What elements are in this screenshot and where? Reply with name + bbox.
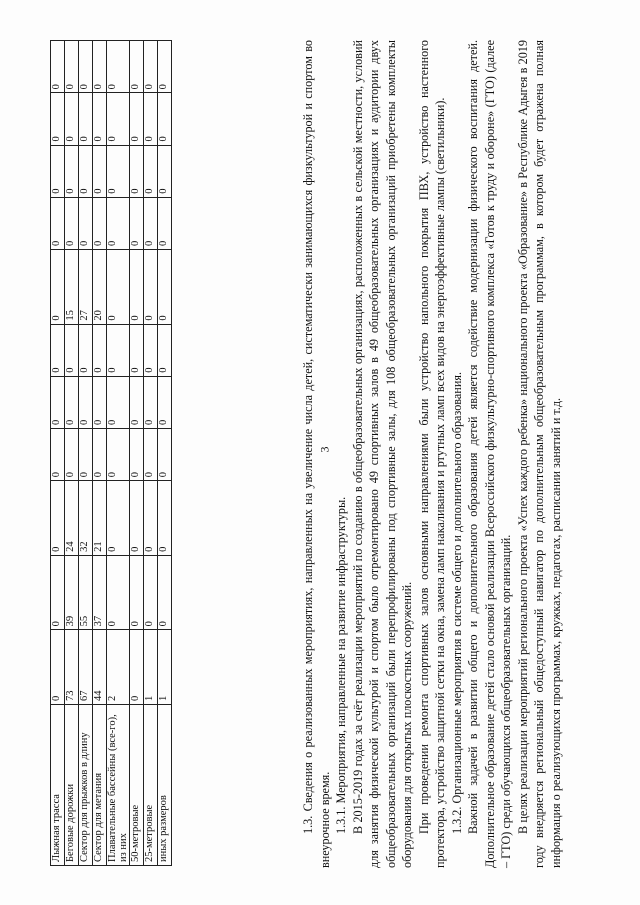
body-text [300, 40, 564, 868]
table-cell: 0 [130, 249, 144, 324]
table-cell: 0 [130, 555, 144, 630]
table-row [130, 41, 144, 866]
table-cell: 0 [107, 555, 130, 630]
table-cell: 0 [144, 249, 158, 324]
table-cell: 0 [65, 376, 79, 428]
table-cell: 0 [144, 41, 158, 93]
row-label: Сектор для метания [93, 705, 107, 866]
table-cell: 0 [144, 197, 158, 249]
table-cell: 67 [79, 630, 93, 705]
table-cell: 0 [144, 481, 158, 556]
table-cell: 0 [107, 249, 130, 324]
paragraph: Важной задачей в развитии общего и дополнительного образования детей является содействие модернизации физического воспитания детей. Дополнительное образование детей стало основой реализации Всероссийского физкультурно-спортивного комплекса «Готов к труду и обороне» (ГТО) (далее – ГТО) среди обучающихся общеобразовательных организаций. [466, 40, 513, 868]
table-cell: 0 [51, 145, 65, 197]
table-cell: 0 [158, 197, 172, 249]
table-cell: 32 [79, 481, 93, 556]
row-label: Сектор для прыжков в длину [79, 705, 93, 866]
table-cell: 0 [79, 376, 93, 428]
table-cell: 0 [51, 197, 65, 249]
table-cell: 0 [158, 249, 172, 324]
table-cell: 0 [79, 429, 93, 481]
table-cell: 0 [65, 145, 79, 197]
table-cell: 0 [130, 324, 144, 376]
table-cell: 0 [158, 555, 172, 630]
table-cell: 0 [51, 376, 65, 428]
paragraph: 1.3. Сведения о реализованных мероприятиях, направленных на увеличение числа детей, систематически занимающихся физкультурой и спортом во внеурочное время. [301, 40, 332, 868]
table-cell: 0 [79, 93, 93, 145]
table-cell: 0 [79, 41, 93, 93]
table-row [51, 41, 65, 866]
table-cell: 0 [144, 555, 158, 630]
table-cell: 0 [93, 376, 107, 428]
table-cell: 20 [93, 249, 107, 324]
table-cell: 55 [79, 555, 93, 630]
table-cell: 0 [107, 93, 130, 145]
table-cell: 0 [79, 324, 93, 376]
table-cell: 0 [107, 41, 130, 93]
table-cell: 0 [51, 630, 65, 705]
table-cell: 0 [65, 429, 79, 481]
table-row [158, 41, 172, 866]
table-cell: 0 [130, 145, 144, 197]
table-cell: 0 [130, 93, 144, 145]
table-cell: 0 [51, 429, 65, 481]
table-cell: 21 [93, 481, 107, 556]
table-cell: 0 [51, 93, 65, 145]
table-cell: 0 [144, 145, 158, 197]
table-cell: 0 [93, 324, 107, 376]
table-cell: 0 [65, 41, 79, 93]
table-cell: 0 [158, 429, 172, 481]
table-cell: 0 [130, 197, 144, 249]
paragraph: 1.3.1. Мероприятия, направленные на развитие инфраструктуры. [334, 496, 348, 834]
table-cell: 0 [65, 324, 79, 376]
paragraph: В целях реализации мероприятий регионального проекта «Успех каждого ребенка» национального проекта «Образование» в Республике Адыгея в 2019 году внедряется региональный общедоступный навигатор по дополнительным общеобразовательным программам, в котором будет отражена полная информация о реализующихся программах, кружках, педагогах, расписании занятий и т.д. [515, 40, 563, 868]
table-cell: 0 [51, 41, 65, 93]
row-label: Плавательные бассейны (все-го), из них [107, 705, 130, 866]
rotated-content [48, 38, 608, 868]
table-cell: 0 [144, 376, 158, 428]
table-cell: 73 [65, 630, 79, 705]
table-cell: 0 [158, 376, 172, 428]
table-cell: 0 [158, 145, 172, 197]
paragraph: В 2015-2019 годах за счёт реализации мероприятий по созданию в общеобразовательных организациях, расположенных в сельской местности, условий для занятия физической культурой и спортом было отремонтировано 49 спортивных залов в 49 общеобразовательных организациях и аудитории двух общеобразовательных организаций были перепрофилированы под спортивные залы, для 108 общеобразовательных организаций приобретены комплекты оборудования для открытых плоскостных сооружений. [350, 40, 414, 868]
table-cell: 0 [51, 481, 65, 556]
table-cell: 0 [51, 555, 65, 630]
table-cell: 0 [158, 324, 172, 376]
table-cell: 0 [93, 145, 107, 197]
table-cell: 44 [93, 630, 107, 705]
table-row [93, 41, 107, 866]
row-label: Лыжная трасса [51, 705, 65, 866]
row-label: иных размеров [158, 705, 172, 866]
table-cell: 0 [93, 41, 107, 93]
table-cell: 0 [144, 93, 158, 145]
table-cell: 0 [130, 630, 144, 705]
table-cell: 0 [51, 324, 65, 376]
table-cell: 0 [107, 324, 130, 376]
table-cell: 1 [158, 630, 172, 705]
table-cell: 0 [65, 197, 79, 249]
page-number: 3 [317, 446, 332, 453]
table-cell: 2 [107, 630, 130, 705]
table-cell: 0 [79, 145, 93, 197]
table-cell: 0 [51, 249, 65, 324]
table-row [65, 41, 79, 866]
table-cell: 1 [144, 630, 158, 705]
table-cell: 39 [65, 555, 79, 630]
table-cell: 24 [65, 481, 79, 556]
table-cell: 0 [65, 93, 79, 145]
row-label: 25-метровые [144, 705, 158, 866]
table-cell: 0 [79, 197, 93, 249]
table-cell: 0 [130, 481, 144, 556]
table-cell: 0 [158, 481, 172, 556]
sports-facilities-table [50, 40, 172, 866]
table-row [144, 41, 158, 866]
row-label: 50-метровые [130, 705, 144, 866]
table-row [79, 41, 93, 866]
table-cell: 0 [158, 93, 172, 145]
table-cell: 0 [144, 324, 158, 376]
table-cell: 0 [107, 481, 130, 556]
table-cell: 0 [93, 197, 107, 249]
table-cell: 0 [93, 429, 107, 481]
table-cell: 27 [79, 249, 93, 324]
table-cell: 0 [93, 93, 107, 145]
table-cell: 0 [107, 197, 130, 249]
table-cell: 15 [65, 249, 79, 324]
table-row [107, 41, 130, 866]
table-cell: 0 [107, 145, 130, 197]
table-cell: 0 [107, 429, 130, 481]
table-cell: 0 [107, 376, 130, 428]
table-cell: 0 [130, 41, 144, 93]
row-label: Беговые дорожки [65, 705, 79, 866]
table-cell: 37 [93, 555, 107, 630]
table-cell: 0 [130, 376, 144, 428]
table-cell: 0 [158, 41, 172, 93]
paragraph: 1.3.2. Организационные мероприятия в системе общего и дополнительного образования. [449, 372, 464, 834]
paragraph: При проведении ремонта спортивных залов основными направлениями были устройство напольного покрытия ПВХ, устройство настенного протектора, устройство защитной сетки на окна, замена ламп накаливания и ртутных ламп всех видов на энергоэффективные лампы (светильники). [416, 40, 447, 868]
table-cell: 0 [144, 429, 158, 481]
table-cell: 0 [130, 429, 144, 481]
